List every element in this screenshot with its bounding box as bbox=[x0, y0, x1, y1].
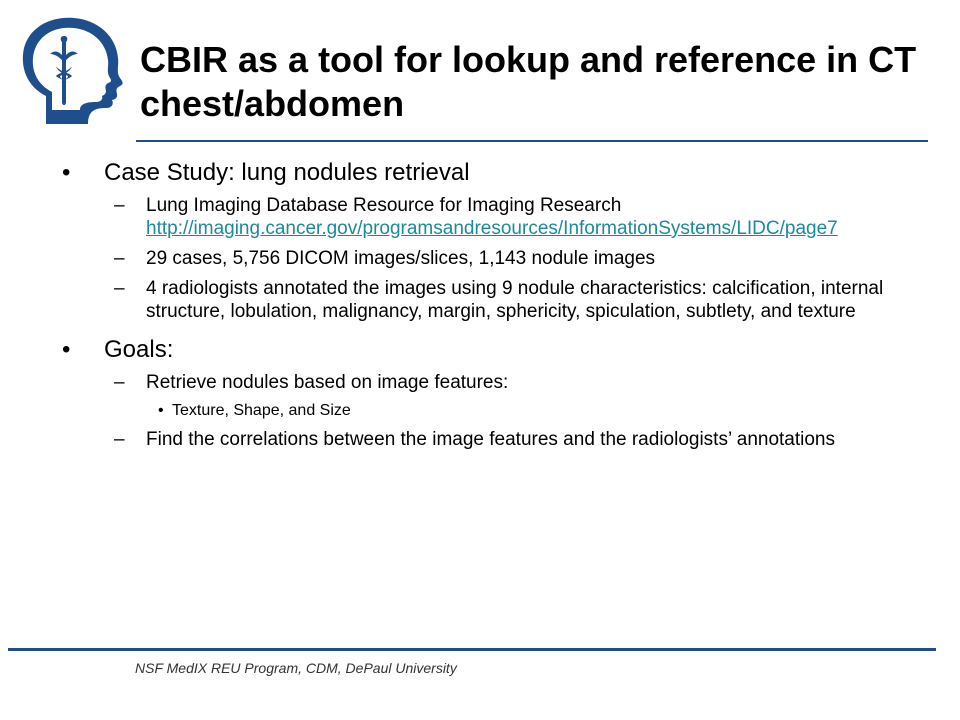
bullet-marker: • bbox=[62, 159, 71, 186]
features-text: Texture, Shape, and Size bbox=[172, 402, 351, 419]
sub-sub-bullet-features bbox=[62, 401, 922, 421]
bullet-marker: • bbox=[158, 402, 164, 419]
dash-marker: – bbox=[114, 248, 125, 269]
dash-marker: – bbox=[114, 372, 125, 393]
title-divider bbox=[136, 140, 928, 142]
head-profile-caduceus-icon bbox=[16, 14, 128, 130]
slide-footer: NSF MedIX REU Program, CDM, DePaul University bbox=[135, 660, 457, 676]
retrieve-text: Retrieve nodules based on image features: bbox=[146, 372, 509, 393]
cases-text: 29 cases, 5,756 DICOM images/slices, 1,143 nodule images bbox=[146, 248, 656, 269]
sub-bullet-cases bbox=[62, 247, 922, 270]
lidc-text: Lung Imaging Database Resource for Imaging Research bbox=[146, 195, 622, 216]
sub-bullet-retrieve bbox=[62, 371, 922, 394]
dash-marker: – bbox=[114, 195, 125, 216]
bullet-goals bbox=[62, 335, 922, 364]
logo bbox=[16, 14, 128, 130]
sub-bullet-lidc bbox=[62, 194, 922, 240]
correlations-text: Find the correlations between the image features and the radiologists’ annotations bbox=[146, 429, 836, 450]
sub-bullet-correlations bbox=[62, 428, 922, 451]
sub-bullet-radiologists bbox=[62, 277, 922, 323]
dash-marker: – bbox=[114, 278, 125, 299]
goals-heading: Goals: bbox=[104, 336, 174, 363]
lidc-link[interactable]: http://imaging.cancer.gov/programsandresources/InformationSystems/LIDC/page7 bbox=[146, 218, 838, 239]
slide-title: CBIR as a tool for lookup and reference in CT chest/abdomen bbox=[140, 39, 917, 124]
dash-marker: – bbox=[114, 429, 125, 450]
radiologists-text: 4 radiologists annotated the images using 9 nodule characteristics: calcification, internal structure, lobulation, malignancy, margin, sphericity, spiculation, subtlety, and texture bbox=[146, 278, 884, 322]
footer-divider bbox=[8, 648, 936, 651]
case-study-heading: Case Study: lung nodules retrieval bbox=[104, 159, 470, 186]
slide-body bbox=[62, 158, 922, 451]
bullet-case-study bbox=[62, 158, 922, 187]
bullet-marker: • bbox=[62, 336, 71, 363]
